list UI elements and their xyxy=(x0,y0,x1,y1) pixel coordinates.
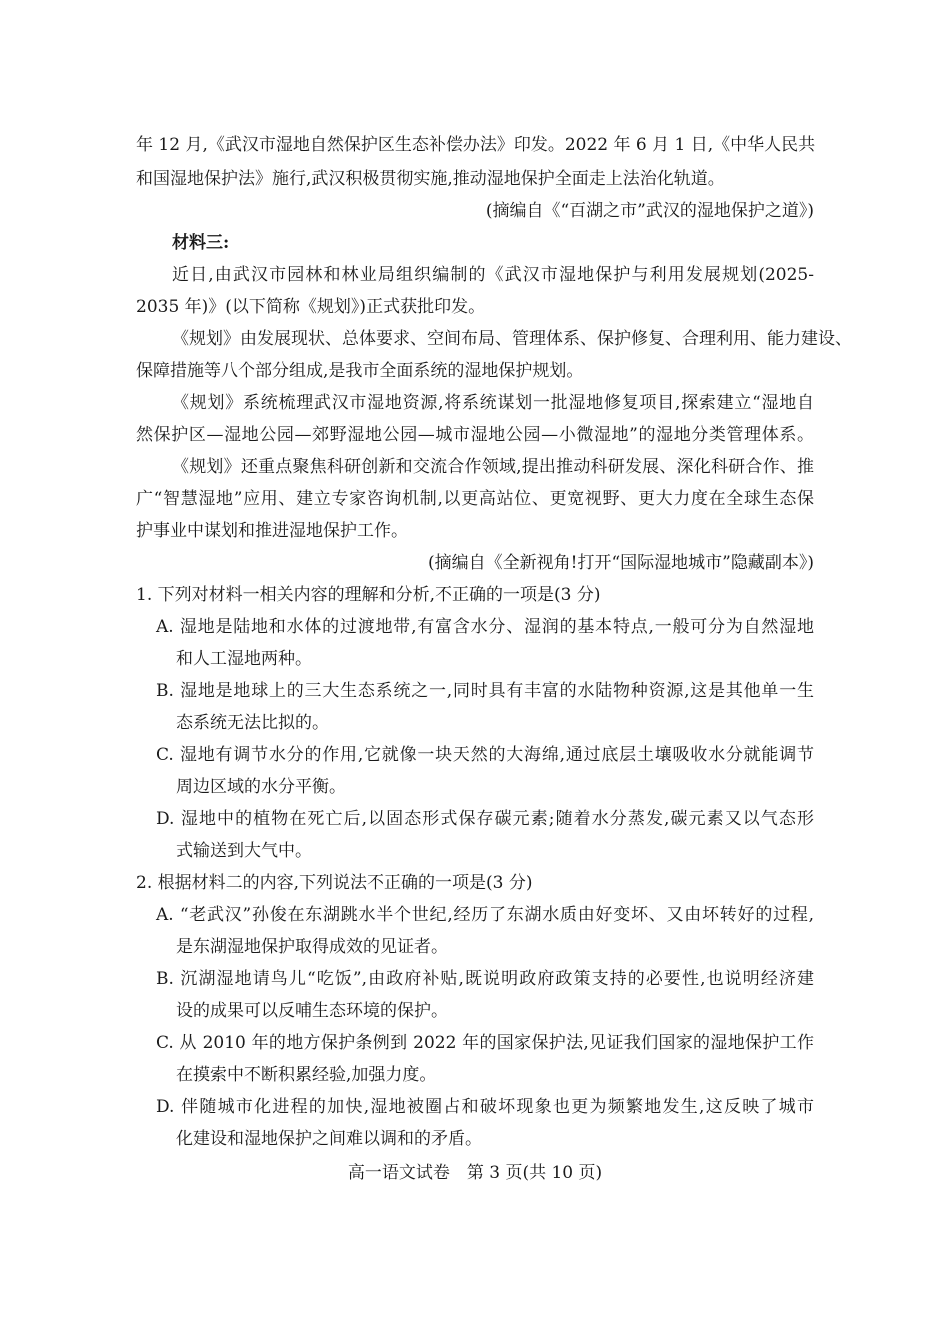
text-line: 然保护区—湿地公园—郊野湿地公园—城市湿地公园—小微湿地”的湿地分类管理体系。 xyxy=(136,425,814,445)
option-b: B. 沉湖湿地请鸟儿“吃饭”,由政府补贴,既说明政府政策支持的必要性,也说明经济建 xyxy=(156,969,814,989)
option-c: C. 从 2010 年的地方保护条例到 2022 年的国家保护法,见证我们国家的湿地保护工作 xyxy=(156,1033,814,1053)
text-line: 《规划》系统梳理武汉市湿地资源,将系统谋划一批湿地修复项目,探索建立“湿地自 xyxy=(172,393,814,413)
text-line: 2035 年)》(以下简称《规划》)正式获批印发。 xyxy=(136,297,486,317)
option-c-cont: 在摸索中不断积累经验,加强力度。 xyxy=(176,1065,437,1085)
source-citation: (摘编自《“百湖之市”武汉的湿地保护之道》) xyxy=(485,201,814,221)
option-d-cont: 式输送到大气中。 xyxy=(176,841,312,861)
section-heading: 材料三: xyxy=(172,233,230,253)
text-line: 《规划》由发展现状、总体要求、空间布局、管理体系、保护修复、合理利用、能力建设、 xyxy=(172,329,852,349)
option-c-cont: 周边区域的水分平衡。 xyxy=(176,777,346,797)
option-a-cont: 和人工湿地两种。 xyxy=(176,649,312,669)
option-a-cont: 是东湖湿地保护取得成效的见证者。 xyxy=(176,937,448,957)
text-line: 和国湿地保护法》施行,武汉积极贯彻实施,推动湿地保护全面走上法治化轨道。 xyxy=(136,169,725,189)
text-line: 护事业中谋划和推进湿地保护工作。 xyxy=(136,521,408,541)
option-a: A. “老武汉”孙俊在东湖跳水半个世纪,经历了东湖水质由好变坏、又由坏转好的过程, xyxy=(156,905,814,925)
option-b-cont: 设的成果可以反哺生态环境的保护。 xyxy=(176,1001,448,1021)
option-d: D. 伴随城市化进程的加快,湿地被圈占和破坏现象也更为频繁地发生,这反映了城市 xyxy=(156,1097,814,1117)
option-d: D. 湿地中的植物在死亡后,以固态形式保存碳元素;随着水分蒸发,碳元素又以气态形 xyxy=(156,809,814,829)
text-line: 年 12 月,《武汉市湿地自然保护区生态补偿办法》印发。2022 年 6 月 1 日,《中华人民共 xyxy=(136,135,816,155)
option-d-cont: 化建设和湿地保护之间难以调和的矛盾。 xyxy=(176,1129,482,1149)
text-line: 保障措施等八个部分组成,是我市全面系统的湿地保护规划。 xyxy=(136,361,584,381)
text-line: 近日,由武汉市园林和林业局组织编制的《武汉市湿地保护与利用发展规划(2025- xyxy=(172,265,814,285)
text-line: 《规划》还重点聚焦科研创新和交流合作领域,提出推动科研发展、深化科研合作、推 xyxy=(172,457,814,477)
question-2: 2. 根据材料二的内容,下列说法不正确的一项是(3 分) xyxy=(136,873,533,893)
source-citation: (摘编自《全新视角!打开“国际湿地城市”隐藏副本》) xyxy=(428,553,814,573)
option-c: C. 湿地有调节水分的作用,它就像一块天然的大海绵,通过底层土壤吸收水分就能调节 xyxy=(156,745,814,765)
option-a: A. 湿地是陆地和水体的过渡地带,有富含水分、湿润的基本特点,一般可分为自然湿地 xyxy=(156,617,814,637)
option-b-cont: 态系统无法比拟的。 xyxy=(176,713,329,733)
text-line: 广“智慧湿地”应用、建立专家咨询机制,以更高站位、更宽视野、更大力度在全球生态保 xyxy=(136,489,814,509)
question-1: 1. 下列对材料一相关内容的理解和分析,不正确的一项是(3 分) xyxy=(136,585,601,605)
option-b: B. 湿地是地球上的三大生态系统之一,同时具有丰富的水陆物种资源,这是其他单一生 xyxy=(156,681,814,701)
page-footer: 高一语文试卷 第 3 页(共 10 页) xyxy=(347,1163,603,1183)
